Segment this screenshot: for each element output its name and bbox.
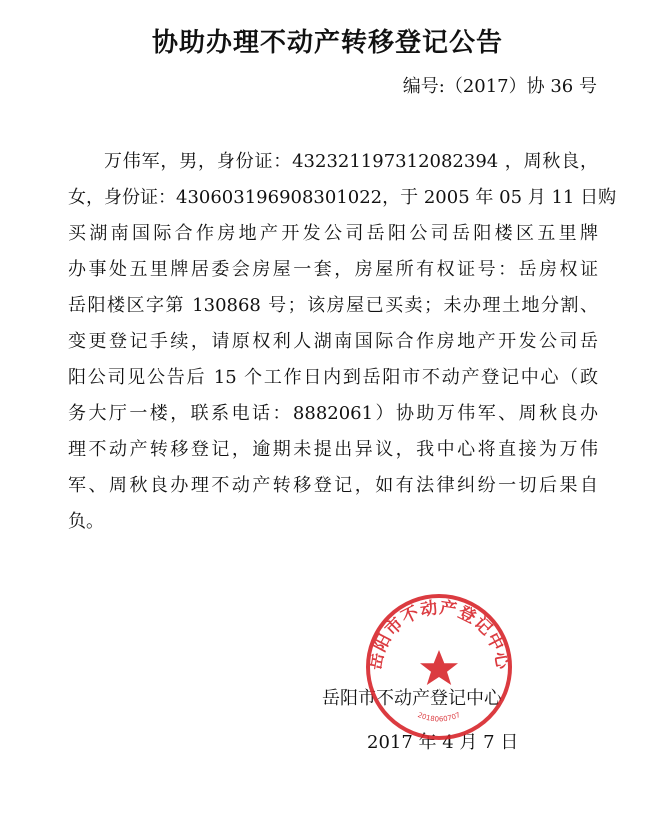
issue-date: 2017 年 4 月 7 日	[367, 732, 519, 753]
body-line: 万伟军，男，身份证：432321197312082394 ，周秋良，	[104, 151, 598, 172]
body-line: 理不动产转移登记，逾期未提出异议，我中心将直接为万伟	[68, 439, 598, 460]
body-line: 买湖南国际合作房地产开发公司岳阳公司岳阳楼区五里牌	[68, 223, 598, 244]
body-line: 岳阳楼区字第 130868 号；该房屋已买卖；未办理土地分割、	[68, 295, 598, 316]
body-line: 军、周秋良办理不动产转移登记，如有法律纠纷一切后果自	[68, 475, 598, 496]
official-seal	[364, 592, 514, 742]
seal-code: 2018060707	[416, 710, 462, 724]
body-line: 办事处五里牌居委会房屋一套，房屋所有权证号：岳房权证	[68, 259, 598, 280]
issuer-signature: 岳阳市不动产登记中心	[322, 688, 502, 709]
document-number: 编号:（2017）协 36 号	[402, 76, 597, 97]
body-line: 女，身份证：430603196908301022，于 2005 年 05 月 11 日购	[68, 187, 617, 208]
body-line: 变更登记手续，请原权利人湖南国际合作房地产开发公司岳	[68, 331, 598, 352]
body-line: 务大厅一楼，联系电话：8882061）协助万伟军、周秋良办	[68, 403, 598, 424]
seal-text: 岳阳市不动产登记中心	[365, 598, 513, 672]
notice-title: 协助办理不动产转移登记公告	[151, 28, 503, 58]
body-line: 阳公司见公告后 15 个工作日内到岳阳市不动产登记中心（政	[68, 367, 598, 388]
star-icon	[420, 650, 458, 685]
notice-body	[68, 144, 617, 540]
body-line: 负。	[68, 511, 104, 532]
